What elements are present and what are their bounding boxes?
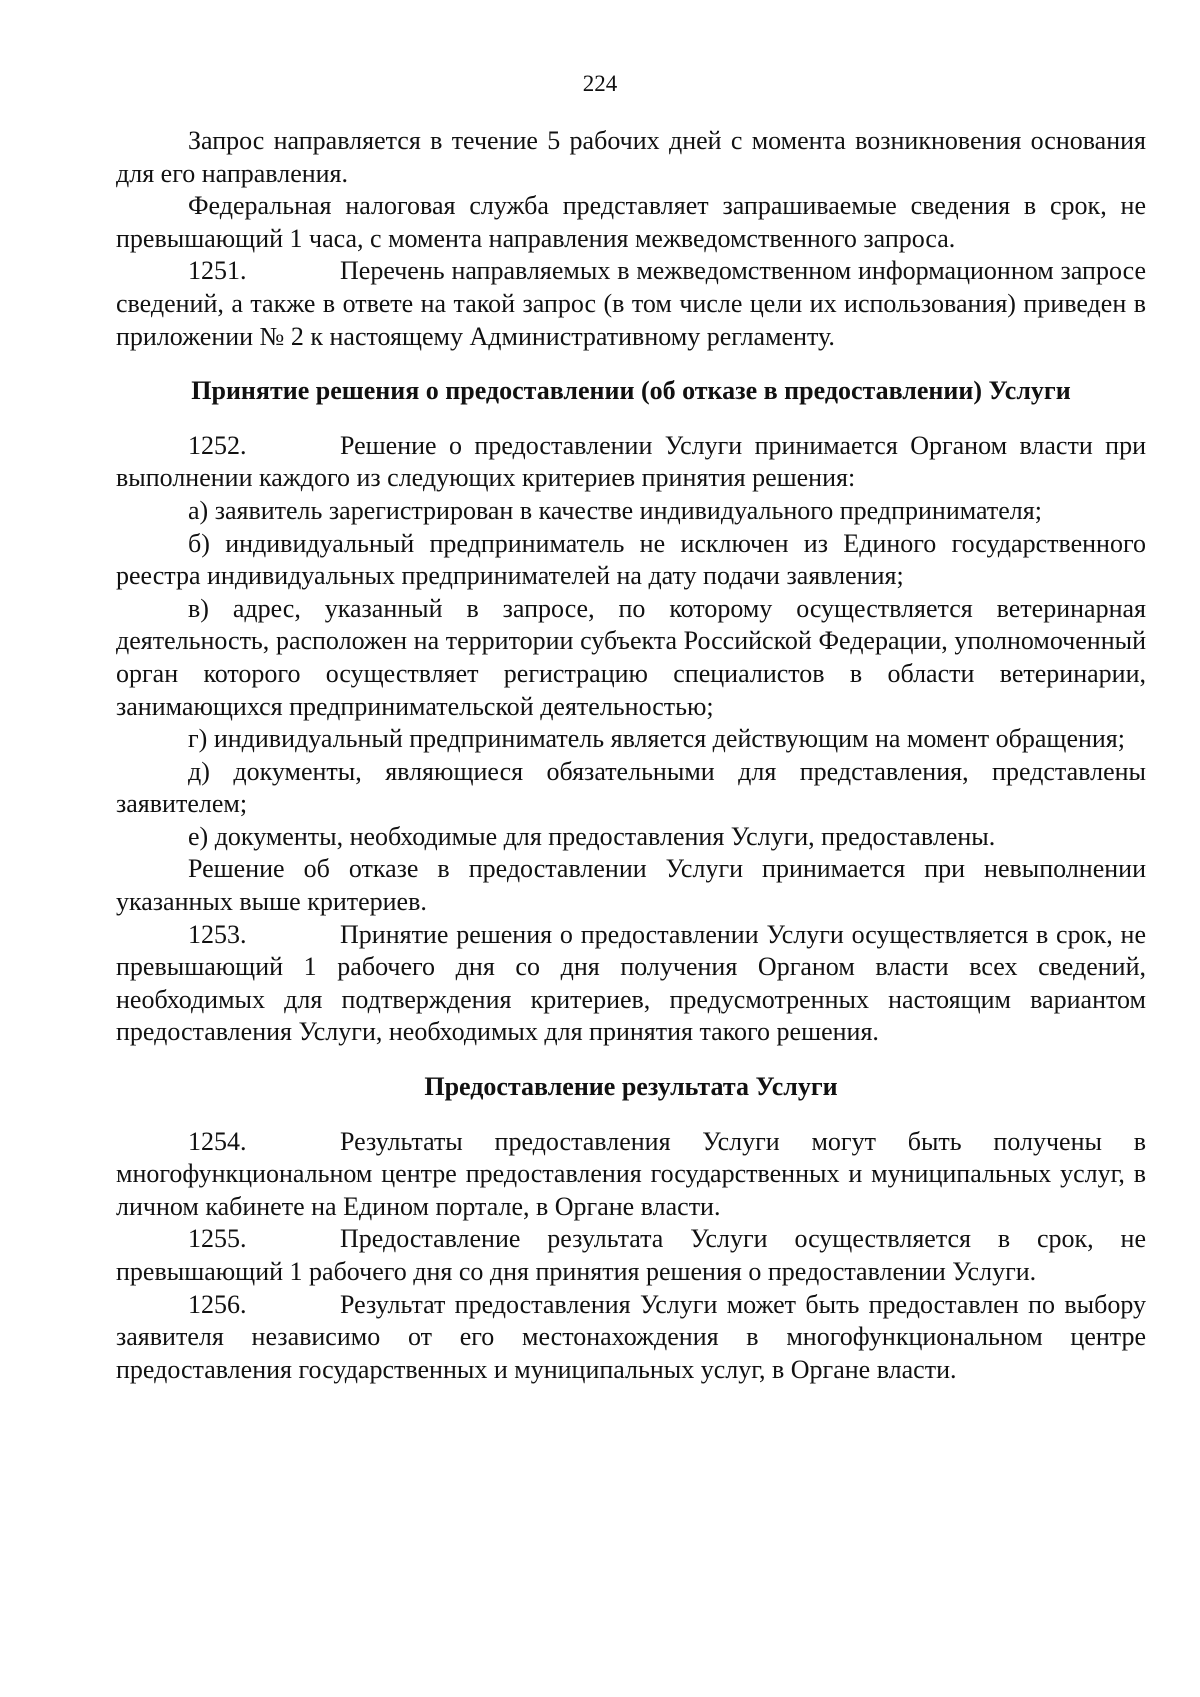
criterion-d: д) документы, являющиеся обязательными для представления, представлены заявителем;: [116, 756, 1146, 819]
criterion-e: е) документы, необходимые для предоставления Услуги, предоставлены.: [188, 821, 996, 851]
paragraph-1253: 1253. Принятие решения о предоставлении Услуги осуществляется в срок, не превышающий 1 рабочего дня со дня получения Органом власти всех сведений, необходимых для подтверждения критериев, предусмотренных настоящим вариантом предоставления Услуги, необходимых для принятия такого решения.: [116, 919, 1146, 1047]
clause-number: 1252.: [188, 430, 247, 460]
clause-number: 1255.: [188, 1224, 247, 1254]
page-number: 224: [582, 71, 618, 96]
paragraph-refusal: Решение об отказе в предоставлении Услуги принимается при невыполнении указанных выше критериев.: [116, 854, 1146, 917]
paragraph-1251: 1251. Перечень направляемых в межведомственном информационном запросе сведений, а также в ответе на такой запрос (в том числе цели их использования) приведен в приложении № 2 к настоящему Административному регламенту.: [116, 256, 1146, 351]
criterion-v: в) адрес, указанный в запросе, по которому осуществляется ветеринарная деятельность, расположен на территории субъекта Российской Федерации, уполномоченный орган которого осуществляет регистрацию специалистов в области ветеринарии, занимающихся предпринимательской деятельностью;: [116, 593, 1146, 721]
clause-number: 1256.: [188, 1289, 247, 1319]
clause-number: 1254.: [188, 1126, 247, 1156]
paragraph-1254: 1254. Результаты предоставления Услуги могут быть получены в многофункциональном центре предоставления государственных и муниципальных услуг, в личном кабинете на Едином портале, в Органе власти.: [116, 1126, 1146, 1221]
paragraph-tax-service-response: Федеральная налоговая служба представляет запрашиваемые сведения в срок, не превышающий 1 часа, с момента направления межведомственного запроса.: [116, 191, 1146, 253]
clause-number: 1251.: [188, 256, 247, 286]
paragraph-1252: 1252. Решение о предоставлении Услуги принимается Органом власти при выполнении каждого из следующих критериев принятия решения:: [116, 430, 1146, 493]
clause-number: 1253.: [188, 919, 247, 949]
document-body: [116, 125, 1146, 1386]
criterion-b: б) индивидуальный предприниматель не исключен из Единого государственного реестра индивидуальных предпринимателей на дату подачи заявления;: [116, 528, 1146, 591]
section-heading-result: Предоставление результата Услуги: [424, 1072, 838, 1102]
paragraph-1256: 1256. Результат предоставления Услуги может быть предоставлен по выбору заявителя независимо от его местонахождения в многофункциональном центре предоставления государственных и муниципальных услуг, в Органе власти.: [116, 1289, 1146, 1384]
paragraph-request-deadline: Запрос направляется в течение 5 рабочих дней с момента возникновения основания для его направления.: [116, 126, 1146, 188]
criterion-a: а) заявитель зарегистрирован в качестве индивидуального предпринимателя;: [188, 495, 1042, 525]
paragraph-1255: 1255. Предоставление результата Услуги осуществляется в срок, не превышающий 1 рабочего дня со дня принятия решения о предоставлении Услуги.: [116, 1224, 1146, 1286]
section-heading-decision: Принятие решения о предоставлении (об отказе в предоставлении) Услуги: [191, 376, 1071, 406]
criterion-g: г) индивидуальный предприниматель является действующим на момент обращения;: [188, 724, 1125, 754]
